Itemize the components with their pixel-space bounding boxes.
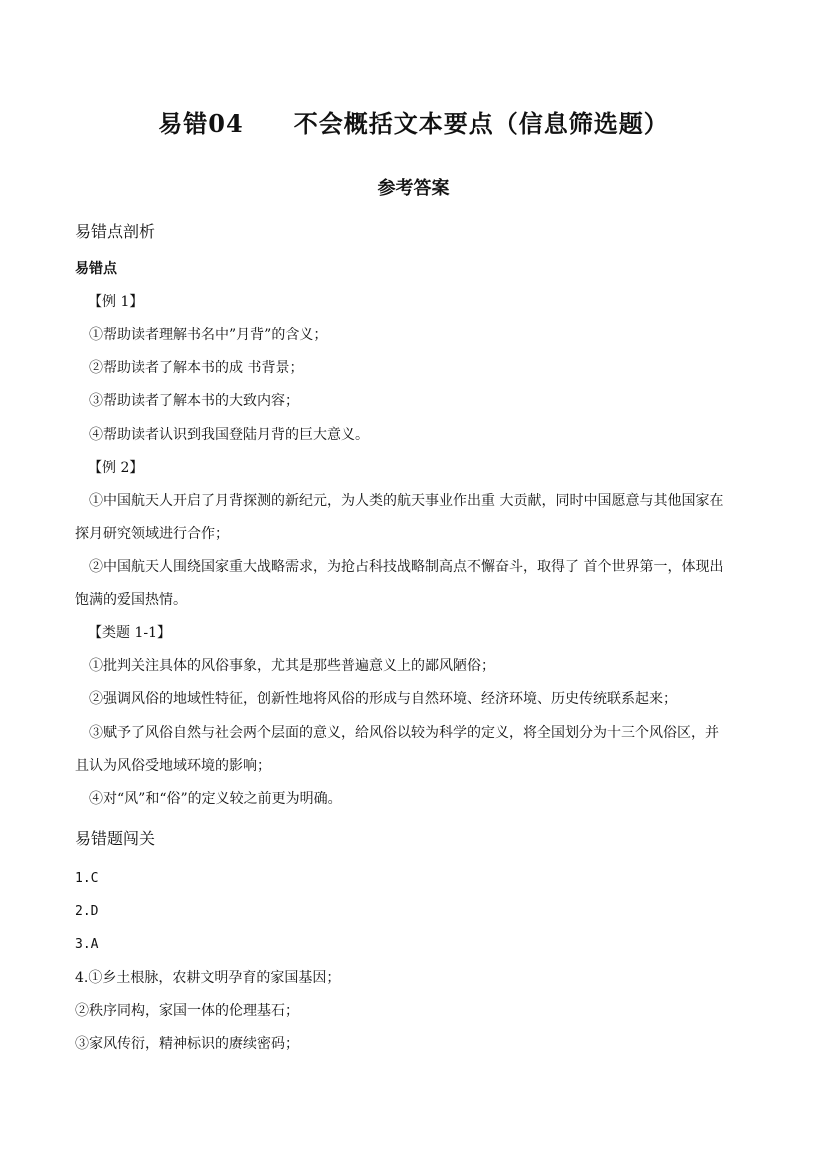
example-1-item: ③帮助读者了解本书的大致内容； [89, 393, 299, 409]
answer-item: 1.C [75, 871, 99, 886]
subheading-error-points: 易错点 [75, 261, 117, 277]
example-2-item-2-line-1: ②中国航天人围绕国家重大战略需求，为抢占科技战略制高点不懈奋斗，取得了 首个世界第一，体现出 [89, 559, 724, 575]
example-2-item-1-line-2: 探月研究领域进行合作； [75, 526, 229, 542]
answer-4-line-2: ②秩序同构，家国一体的伦理基石； [75, 1003, 299, 1019]
section-heading-analysis: 易错点剖析 [75, 222, 156, 241]
title-text: 不会概括文本要点（信息筛选题） [293, 109, 669, 138]
section-heading-challenge: 易错题闯关 [75, 829, 156, 848]
example-1-item: ②帮助读者了解本书的成 书背景； [89, 360, 304, 376]
example-2-item-2-line-2: 饱满的爱国热情。 [75, 592, 187, 608]
answer-item: 2.D [75, 904, 99, 919]
example-2-label: 【例 2】 [88, 460, 144, 476]
similar-question-item-3-line-2: 且认为风俗受地域环境的影响； [75, 758, 271, 774]
example-1-item: ①帮助读者理解书名中”月背”的含义； [89, 327, 328, 343]
page-title [0, 104, 827, 139]
answer-item: 3.A [75, 937, 99, 952]
example-2-item-1-line-1: ①中国航天人开启了月背探测的新纪元，为人类的航天事业作出重 大贡献，同时中国愿意与其他国家在 [89, 493, 724, 509]
similar-question-item-1: ①批判关注具体的风俗事象，尤其是那些普遍意义上的鄙风陋俗； [89, 658, 495, 674]
similar-question-item-3-line-1: ③赋予了风俗自然与社会两个层面的意义，给风俗以较为科学的定义，将全国划分为十三个风俗区，并 [89, 725, 719, 741]
example-1-label: 【例 1】 [88, 294, 144, 310]
similar-question-label: 【类题 1-1】 [88, 625, 171, 641]
similar-question-item-4: ④对“风”和“俗”的定义较之前更为明确。 [89, 791, 342, 807]
similar-question-item-2: ②强调风俗的地域性特征，创新性地将风俗的形成与自然环境、经济环境、历史传统联系起来； [89, 691, 677, 707]
answer-4-line-1: 4.①乡土根脉，农耕文明孕育的家国基因； [75, 970, 341, 986]
answer-4-line-3: ③家风传衍，精神标识的赓续密码； [75, 1036, 299, 1052]
example-1-item: ④帮助读者认识到我国登陆月背的巨大意义。 [89, 427, 369, 443]
title-code: 易错04 [158, 109, 244, 138]
page-subtitle: 参考答案 [377, 178, 450, 199]
